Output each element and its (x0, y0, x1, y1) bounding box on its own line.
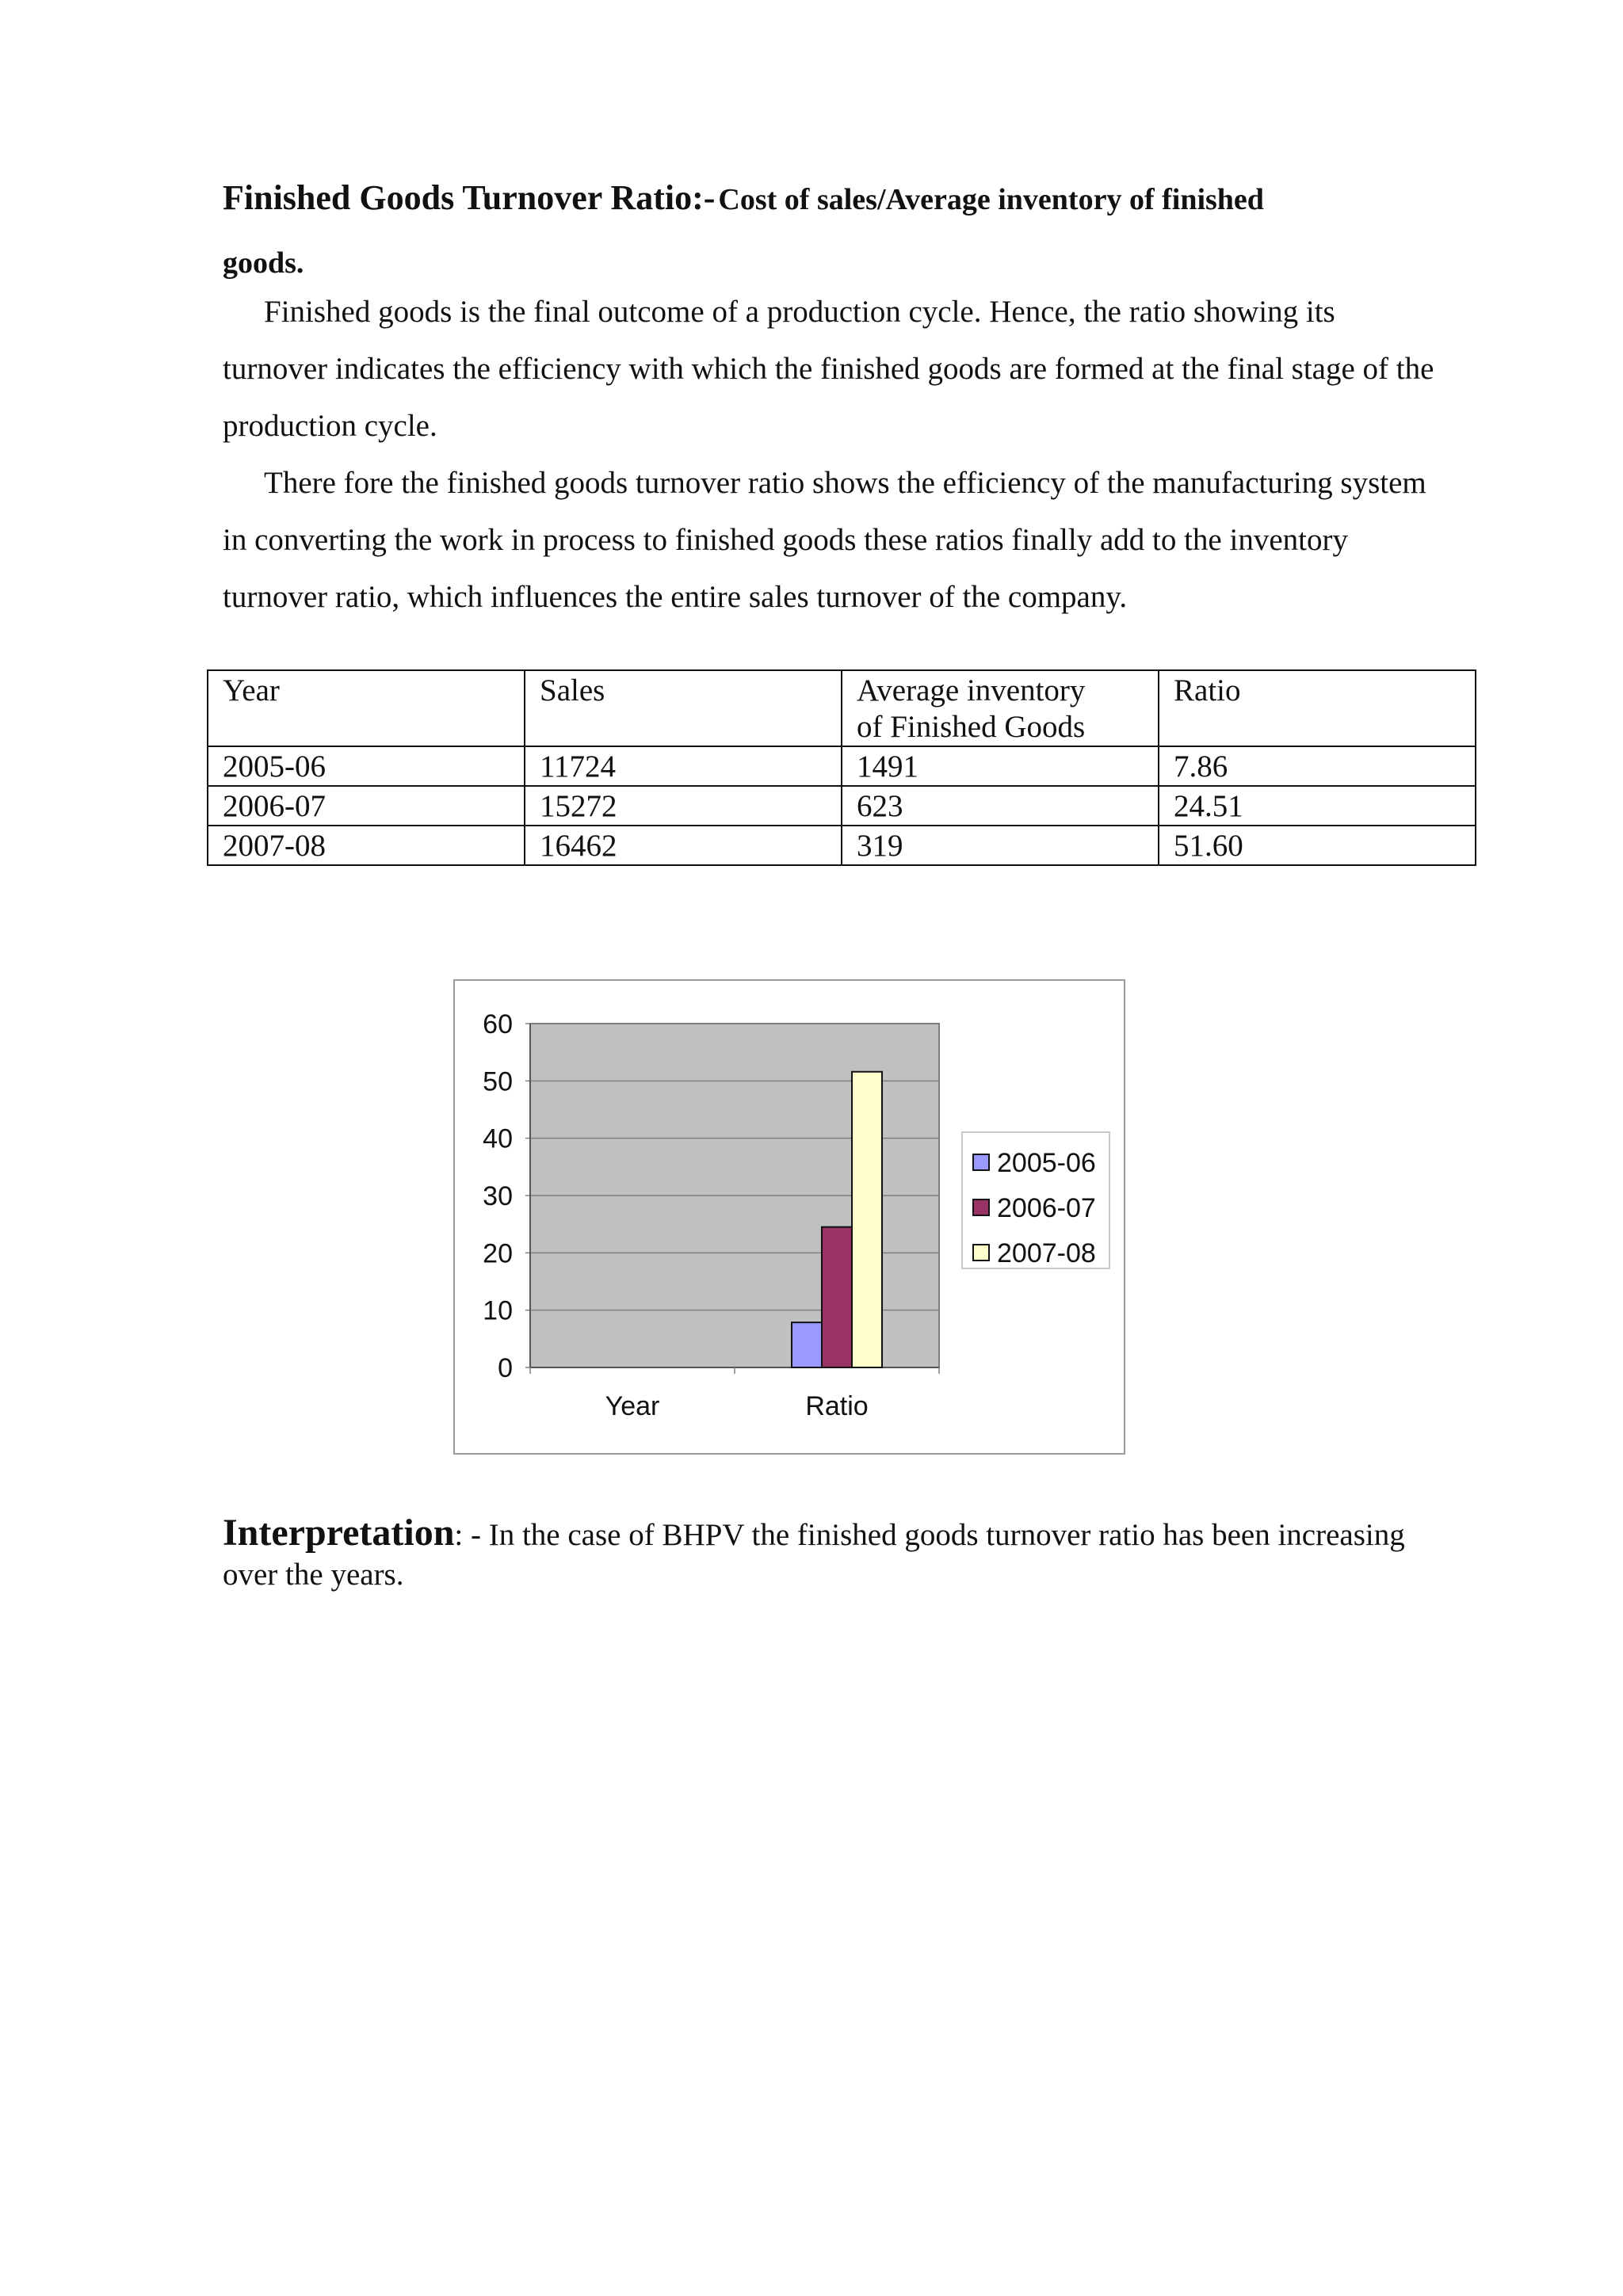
y-tick-label: 20 (483, 1238, 513, 1269)
chart-canvas (455, 981, 1127, 1456)
cell-sales: 11724 (525, 746, 842, 786)
cell-year: 2005-06 (208, 746, 525, 786)
legend-swatch (973, 1245, 989, 1261)
header-average-inventory-line1: Average inventory (857, 673, 1086, 707)
cell-average-inventory: 1491 (842, 746, 1159, 786)
bar (852, 1072, 882, 1367)
legend-swatch (973, 1199, 989, 1215)
header-average-inventory-line2: of Finished Goods (857, 710, 1086, 744)
interpretation-text: In the case of BHPV the finished goods turnover ratio has been increasing over the years. (223, 1518, 1405, 1592)
interpretation-label: Interpretation (223, 1512, 455, 1554)
paragraph-definition: Finished goods is the final outcome of a production cycle. Hence, the ratio showing its turnover indicates the efficiency with which the finished goods are formed at the final stage of the production cycle. (223, 295, 1434, 443)
paragraph-efficiency: There fore the finished goods turnover ratio shows the efficiency of the manufacturing system in converting the work in process to finished goods these ratios finally add to the inventory turnover ratio, which influences the entire sales turnover of the company. (223, 466, 1426, 614)
table-row (208, 746, 1476, 786)
bar (822, 1227, 852, 1367)
heading-formula: Cost of sales/Average inventory of finished (718, 183, 1264, 216)
header-sales: Sales (525, 670, 842, 746)
section-heading (223, 170, 1443, 298)
ratio-table (207, 669, 1476, 866)
cell-ratio: 24.51 (1159, 786, 1476, 826)
header-ratio: Ratio (1159, 670, 1476, 746)
cell-year: 2007-08 (208, 826, 525, 865)
interpretation-separator: : - (454, 1518, 489, 1552)
x-category-label: Ratio (805, 1391, 869, 1421)
table-header-row (208, 670, 1476, 746)
bar (792, 1322, 822, 1367)
interpretation (223, 1513, 1443, 1595)
cell-year: 2006-07 (208, 786, 525, 826)
legend-label: 2005-06 (997, 1148, 1096, 1178)
y-tick-label: 10 (483, 1295, 513, 1326)
table-row (208, 826, 1476, 865)
header-average-inventory (842, 670, 1159, 746)
cell-ratio: 51.60 (1159, 826, 1476, 865)
x-category-label: Year (605, 1391, 660, 1421)
heading-formula-continued: goods. (223, 246, 304, 280)
y-tick-label: 0 (498, 1353, 513, 1383)
y-tick-label: 40 (483, 1123, 513, 1154)
legend-swatch (973, 1154, 989, 1170)
y-tick-label: 30 (483, 1181, 513, 1211)
legend-label: 2007-08 (997, 1238, 1096, 1268)
cell-sales: 16462 (525, 826, 842, 865)
y-tick-label: 50 (483, 1066, 513, 1097)
y-tick-label: 60 (483, 1009, 513, 1039)
ratio-bar-chart (453, 979, 1125, 1455)
cell-average-inventory: 319 (842, 826, 1159, 865)
cell-sales: 15272 (525, 786, 842, 826)
heading-title: Finished Goods Turnover Ratio:- (223, 178, 716, 217)
cell-average-inventory: 623 (842, 786, 1159, 826)
table-row (208, 786, 1476, 826)
legend-label: 2006-07 (997, 1193, 1096, 1223)
header-year: Year (208, 670, 525, 746)
cell-ratio: 7.86 (1159, 746, 1476, 786)
